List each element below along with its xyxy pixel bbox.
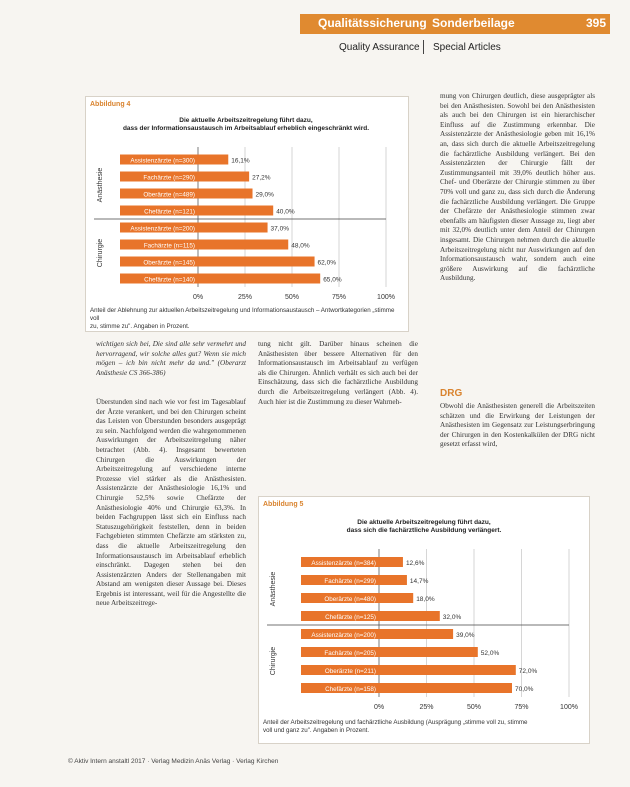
x-tick-label: 75% [331, 294, 347, 301]
figure-4-title-line1: Die aktuelle Arbeitszeitregelung führt dazu, [179, 117, 313, 124]
category-label: Fachärzte (n=290) [143, 174, 195, 182]
header-special-en: Special Articles [433, 42, 501, 53]
figure-4-caption-line1: Anteil der Ablehnung zur aktuellen Arbeitszeitregelung und Informationsaustausch – Antwortkategorien „stimme voll [90, 307, 395, 322]
x-tick-label: 25% [237, 294, 253, 301]
figure-4-caption [90, 307, 402, 331]
bar [379, 647, 478, 657]
category-label: Fachärzte (n=299) [324, 578, 376, 585]
category-label: Assistenzärzte (n=200) [130, 225, 195, 233]
bar-value-label: 32,0% [442, 614, 462, 621]
figure-5-title-line2: dass sich die fachärztliche Ausbildung verlängert. [346, 527, 502, 534]
bar [379, 683, 512, 693]
bar [198, 274, 320, 284]
bar-value-label: 27,2% [252, 174, 271, 182]
x-tick-label: 75% [514, 704, 529, 711]
bar-value-label: 62,0% [317, 259, 336, 267]
category-label: Fachärzte (n=205) [324, 650, 376, 657]
group-label: Anästhesie [97, 167, 104, 203]
x-tick-label: 25% [419, 704, 434, 711]
category-label: Chefärzte (n=158) [325, 686, 376, 693]
category-label: Assistenzärzte (n=384) [311, 560, 376, 567]
bar-value-label: 18,0% [416, 596, 435, 603]
figure-5-caption-line2: voll und ganz zu". Angaben in Prozent. [263, 727, 370, 734]
bar [198, 172, 249, 182]
page-footer: © Aktiv Intern anstaltl 2017 · Verlag Medizin Anäs Verlag · Verlag Kirchen [68, 758, 279, 765]
x-tick-label: 0% [192, 294, 204, 301]
header-section-de: Qualitätssicherung [318, 16, 427, 30]
figure-4-caption-line2: zu, stimme zu". Angaben in Prozent. [90, 323, 190, 330]
figure-5-chart [259, 543, 587, 713]
category-label: Assistenzärzte (n=200) [311, 632, 376, 639]
bar [379, 611, 440, 621]
bar [198, 257, 315, 267]
bar-value-label: 37,0% [270, 225, 289, 233]
x-tick-label: 100% [377, 294, 395, 301]
x-tick-label: 50% [284, 294, 300, 301]
figure-5 [258, 496, 590, 744]
bar [198, 223, 268, 233]
bar-value-label: 29,0% [255, 191, 274, 199]
bar [379, 593, 413, 603]
bar [198, 189, 253, 199]
figure-5-caption-line1: Anteil der Arbeitszeitregelung und fachärztliche Ausbildung (Ausprägung „stimme voll zu, stimme [263, 719, 528, 726]
bar-value-label: 48,0% [291, 242, 310, 250]
bar [379, 557, 403, 567]
category-label: Oberärzte (n=489) [143, 191, 195, 199]
category-label: Fachärzte (n=115) [143, 242, 195, 250]
drg-text: Obwohl die Anästhesisten generell die Arbeitszeiten schätzen und die Erwirkung der Leistungen der Anästhesisten im Gegensatz zur Leistungserbringung der Chirurgen in den Kostenkalkülen der DRG nicht gesetzt erfasst wird, [440, 402, 595, 449]
bar [198, 240, 288, 250]
bar [379, 629, 453, 639]
left-column-text: Überstunden sind nach wie vor fest im Tagesablauf der Ärzte verankert, und bei den Chirurgen scheint das Leisten von Überstunden besonders ausgeprägt zu sein. Nachfolgend werden die wahrgenommenen Auswirkungen der Arbeitszeitregelung näher betrachtet (Abb. 4). Insgesamt bewerteten Chirurgen die Auswirkungen der Arbeitszeitregelung auf verschiedene interne Prozesse viel stärker als die Anästhesisten. Assistenzärzte der Anästhesiologie 16,1% und Chirurgie 52,5% sowie Chefärzte der Anästhesiologie 40% und Chirurgie 63,3%. In beiden Fachgruppen lässt sich ein Einfluss nach Statuszugehörigkeit feststellen, denn in beiden Fachgebieten stimmten Chefärzte am stärksten zu, dass die aktuelle Arbeitszeitregelung den Informationsaustausch im Arbeitsablauf erheblich einschränkt. Dagegen stehen bei den Assistenzärzten Anders der Stellenangaben mit Abstand am wenigsten dieser Aussage bei. Dieses Ergebnis ist interessant, weil für die Angestellte die neue Arbeitszeitrege- [96, 398, 246, 608]
bar-value-label: 16,1% [231, 157, 250, 165]
bar-value-label: 52,0% [480, 650, 500, 657]
bar [198, 155, 228, 165]
bar [379, 665, 516, 675]
bar-value-label: 72,0% [518, 668, 538, 675]
group-label: Anästhesie [270, 571, 277, 607]
figure-4-label: Abbildung 4 [90, 101, 131, 108]
x-tick-label: 50% [466, 704, 482, 711]
group-label: Chirurgie [97, 238, 104, 268]
figure-4-chart [86, 141, 406, 301]
bar-value-label: 39,0% [456, 632, 475, 639]
bar-value-label: 65,0% [323, 276, 342, 284]
center-column-text: tung nicht gilt. Darüber hinaus scheinen die Anästhesisten über bessere Alternativen für den Informationsaustausch im Arbeitsablauf zu verfügen als die Chirurgen. Ähnlich verhält es sich auch bei der Einschätzung, dass sich die fachärztliche Ausbildung durch die Arbeitszeitregelung verlängert (Abb. 4). Auch hier ist die Zustimmung zu dieser Wahrneh- [258, 340, 418, 406]
category-label: Oberärzte (n=480) [324, 596, 376, 603]
category-label: Chefärzte (n=140) [144, 276, 195, 284]
bar-value-label: 40,0% [276, 208, 295, 216]
figure-4-title [96, 117, 396, 133]
category-label: Chefärzte (n=125) [325, 614, 376, 621]
bar [379, 575, 407, 585]
bar-value-label: 70,0% [515, 686, 534, 693]
figure-5-caption [263, 719, 583, 735]
figure-5-label: Abbildung 5 [263, 501, 304, 508]
drg-heading: DRG [440, 388, 463, 399]
bar [198, 206, 273, 216]
page-number: 395 [586, 16, 607, 30]
right-column-text: mung von Chirurgen deutlich, diese ausgeprägter als bei den Anästhesisten. Sowohl bei den Anästhesisten als auch bei den Chirurgen ist ein hierarchischer Einfluss auf die Zustimmung erkennbar. Die Assistenzärzte der Anästhesiologie geben mit 16,1% an, dass sich durch die aktuelle Arbeitszeitregelung die fachärztliche Ausbildung verlängert. Bei den Assistenzärzten der Chirurgie fällt der Zustimmungsanteil mit 39,0% deutlich höher aus. Chef- und Oberärzte der Chirurgie stimmen zu über 70% voll und ganz zu, dass sich durch die Änderung die fachärztliche Ausbildung verlängert. Die Gruppe der Chefärzte der Anästhesiologie stimmen zwar ebenfalls am häufigsten dieser Aussage zu, liegt aber mit 32,0% deutlich unter dem Anteil der Chirurgen insgesamt. Die Chirurgen nehmen durch die aktuelle Arbeitszeitregelung nicht nur Auswirkungen auf den Informationsaustausch wahr, sondern auch eine größere Auswirkung auf die fachärztliche Ausbildung. [440, 92, 595, 283]
category-label: Assistenzärzte (n=300) [130, 157, 195, 165]
figure-5-title [269, 519, 579, 535]
bar-value-label: 12,6% [405, 560, 425, 567]
x-tick-label: 0% [373, 704, 385, 711]
header-divider [423, 40, 424, 54]
header-section-en: Quality Assurance [339, 42, 420, 53]
category-label: Oberärzte (n=211) [324, 668, 376, 675]
header-special-de: Sonderbeilage [432, 16, 515, 30]
category-label: Oberärzte (n=145) [143, 259, 195, 267]
left-quote-text: wichtigen sich bei, Die sind alle sehr vermehrt und hervorragend, wir solche alles gut? Wenn sie mich mögen – ich bin nicht mehr da und." (Oberarzt Anästhesie CS 366-386) [96, 340, 246, 377]
x-tick-label: 100% [560, 704, 578, 711]
figure-4 [85, 96, 409, 332]
figure-5-title-line1: Die aktuelle Arbeitszeitregelung führt dazu, [357, 519, 491, 526]
category-label: Chefärzte (n=121) [144, 208, 195, 216]
group-label: Chirurgie [270, 646, 277, 676]
bar-value-label: 14,7% [409, 578, 429, 585]
figure-4-title-line2: dass der Informationsaustausch im Arbeitsablauf erheblich eingeschränkt wird. [122, 125, 370, 132]
